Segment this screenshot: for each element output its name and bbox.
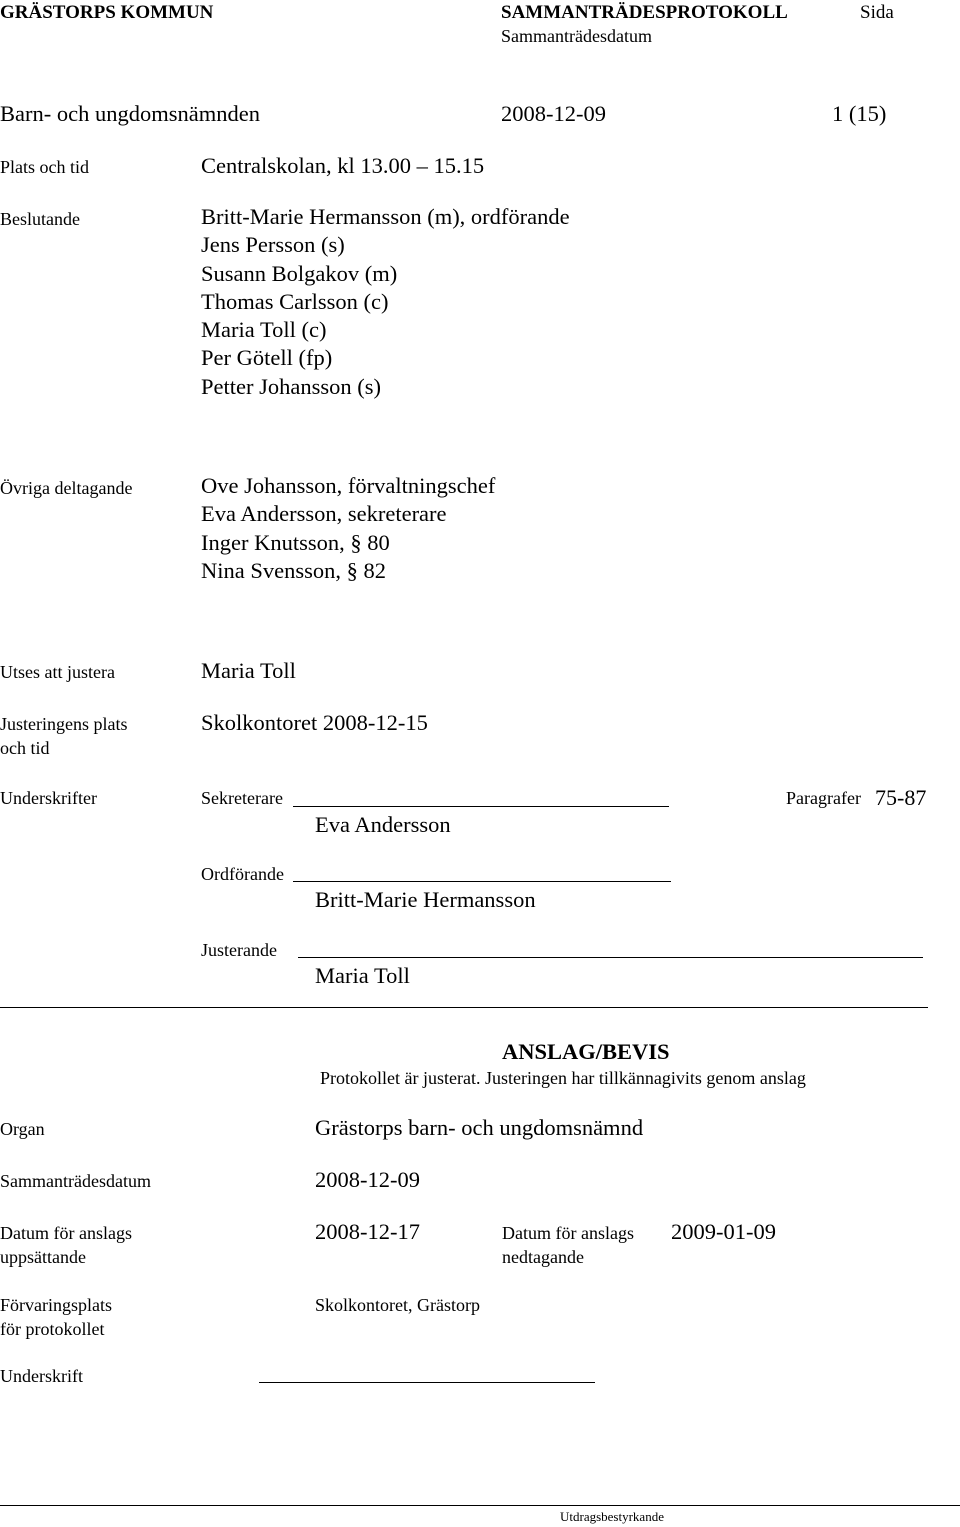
adjust-place-value: Skolkontoret 2008-12-15 [201,710,428,735]
posted-date-label: Datum för anslags [0,1223,132,1243]
organ-value: Grästorps barn- och ungdomsnämnd [315,1115,644,1140]
removed-date-label-line2: nedtagande [502,1247,584,1267]
list-item: Inger Knutsson, § 80 [201,529,390,555]
document-type: SAMMANTRÄDESPROTOKOLL [501,2,788,23]
footer-divider [0,1505,960,1506]
list-item: Eva Andersson, sekreterare [201,501,447,527]
chair-name: Britt-Marie Hermansson [315,887,536,912]
storage-label-line2: för protokollet [0,1319,105,1339]
other-participants-list [201,472,495,585]
adjust-place-label: Justeringens plats [0,714,128,734]
paragraphs-value: 75-87 [875,785,927,810]
adjust-place-label-line2: och tid [0,738,50,758]
meeting-date: 2008-12-09 [501,101,606,126]
justifier-signature-line [298,957,923,958]
list-item: Britt-Marie Hermansson (m), ordförande [201,204,570,229]
storage-label: Förvaringsplats [0,1295,112,1315]
removed-date-label: Datum för anslags [502,1223,634,1243]
deciding-label: Beslutande [0,209,80,229]
footer-label: Utdragsbestyrkande [560,1509,664,1524]
list-item: Thomas Carlsson (c) [201,288,389,314]
meeting-date-label: Sammanträdesdatum [501,26,652,46]
signature-label: Underskrift [0,1366,83,1386]
list-item: Jens Persson (s) [201,232,345,258]
notice-text: Protokollet är justerat. Justeringen har tillkännagivits genom anslag [320,1068,806,1088]
list-item: Nina Svensson, § 82 [201,557,386,583]
secretary-name: Eva Andersson [315,812,451,837]
storage-value: Skolkontoret, Grästorp [315,1295,480,1315]
place-time-label: Plats och tid [0,157,89,177]
list-item: Maria Toll (c) [201,317,327,343]
chair-signature-line [293,881,671,882]
others-label: Övriga deltagande [0,478,133,498]
municipality-name: GRÄSTORPS KOMMUN [0,2,214,23]
secretary-signature-line [293,806,669,807]
notice-meeting-date-value: 2008-12-09 [315,1167,420,1192]
list-item: Petter Johansson (s) [201,373,381,399]
paragraphs-label: Paragrafer [786,788,861,808]
section-divider [0,1007,928,1008]
page-label: Sida [860,2,894,23]
justifier-label: Justerande [201,940,277,960]
committee-name: Barn- och ungdomsnämnden [0,101,260,126]
list-item: Ove Johansson, förvaltningschef [201,473,496,498]
signatures-label: Underskrifter [0,788,97,808]
signature-line [259,1382,595,1383]
organ-label: Organ [0,1119,45,1139]
posted-date-label-line2: uppsättande [0,1247,86,1267]
secretary-label: Sekreterare [201,788,283,808]
list-item: Per Götell (fp) [201,345,333,371]
chair-label: Ordförande [201,864,284,884]
page-number: 1 (15) [832,101,887,126]
list-item: Susann Bolgakov (m) [201,260,398,286]
justifier-name: Maria Toll [315,963,410,988]
notice-title: ANSLAG/BEVIS [502,1039,670,1064]
adjuster-value: Maria Toll [201,658,296,683]
adjuster-label: Utses att justera [0,662,115,682]
notice-meeting-date-label: Sammanträdesdatum [0,1171,151,1191]
place-time-value: Centralskolan, kl 13.00 – 15.15 [201,153,485,178]
deciding-members-list [201,203,570,401]
removed-date-value: 2009-01-09 [671,1219,776,1244]
posted-date-value: 2008-12-17 [315,1219,420,1244]
